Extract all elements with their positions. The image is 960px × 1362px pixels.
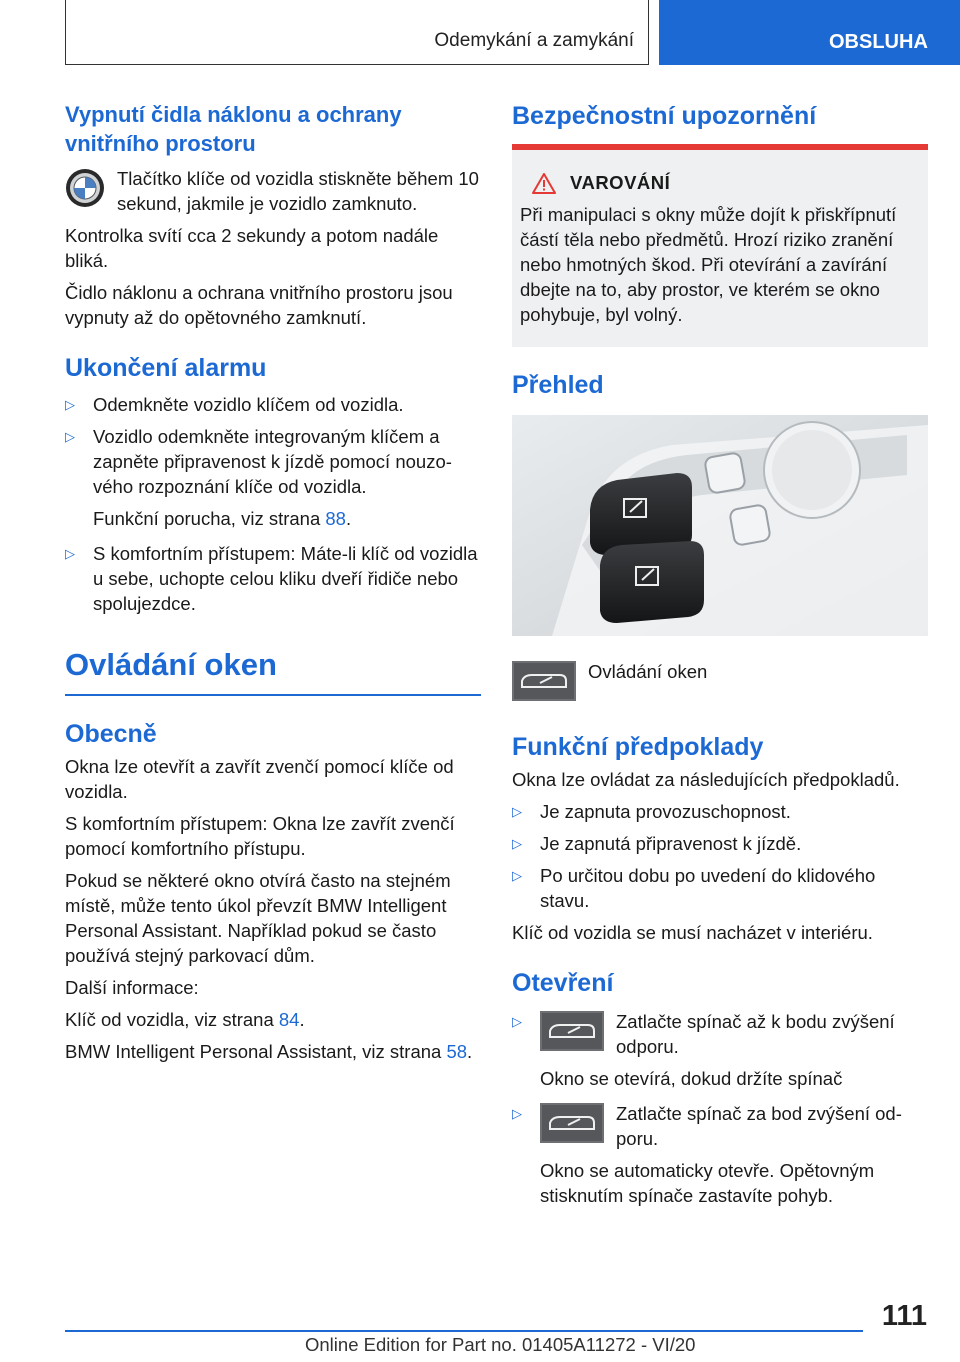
bmw-key-icon xyxy=(65,168,105,208)
warning-text: Při manipulaci s okny může dojít k přiskřípnutí částí těla nebo předmětů. Hrozí riziko zranění nebo hmotných škod. Při otevírání a zavírání dbejte na to, aby prostor, ve kterém se okno pohybuje, byl volný. xyxy=(520,204,897,325)
safety-heading: Bezpečnostní upozornění xyxy=(512,102,817,130)
tilt-paragraph-2: Čidlo náklonu a ochrana vnitřního prostoru jsou vypnuty až do opětovného zamknutí. xyxy=(65,282,453,328)
overview-heading: Přehled xyxy=(512,371,604,399)
list-item-text: Je zapnutá připravenost k jízdě. xyxy=(540,833,802,854)
list-item xyxy=(65,424,481,499)
prereq-heading: Funkční předpoklady xyxy=(512,733,764,761)
tilt-heading: Vypnutí čidla náklonu a ochrany vnitřního prostoru xyxy=(65,102,402,156)
general-paragraph-3: Pokud se některé okno otvírá často na stejném místě, může tento úkol převzít BMW Intelligent Personal Assistant. Například pokud se často používá stejný parkovací dům. xyxy=(65,870,451,966)
list-item-body xyxy=(540,1009,928,1059)
tilt-icon-block xyxy=(65,166,481,216)
warning-box xyxy=(512,144,928,347)
open-list xyxy=(512,1009,928,1208)
header-section-tab xyxy=(659,0,960,65)
general-p5-end: . xyxy=(299,1009,305,1030)
list-item-text: Zatlačte spínač za bod zvýšení odporu. xyxy=(616,1103,902,1149)
overview-caption-block xyxy=(512,659,928,701)
warning-title-row xyxy=(520,172,920,194)
list-triangle-icon: ▷ xyxy=(512,1014,522,1029)
list-item xyxy=(65,541,481,616)
warning-title: VAROVÁNÍ xyxy=(570,172,671,193)
general-p6-end: . xyxy=(467,1041,473,1062)
page-number: 111 xyxy=(881,1300,927,1332)
tilt-icon-text: Tlačítko klíče od vozidla stiskněte během 10 sekund, jakmile je vozidlo zamknuto. xyxy=(117,168,479,214)
general-paragraph-1: Okna lze otevřít a zavřít zvenčí pomocí klíče od vozidla. xyxy=(65,756,454,802)
list-item xyxy=(512,799,928,824)
header-section-label: OBSLUHA xyxy=(829,31,928,53)
open-sub-note: Okno se automaticky otevře. Opětovným stisknutím spínače zastavíte pohyb. xyxy=(540,1160,875,1206)
prereq-outro: Klíč od vozidla se musí nacházet v interiéru. xyxy=(512,922,873,943)
alarm-list xyxy=(65,392,481,616)
page-link-84[interactable]: 84 xyxy=(278,1009,300,1030)
footer-edition: Online Edition for Part no. 01405A11272 - VI/20 xyxy=(305,1334,696,1355)
general-paragraph-5 xyxy=(65,1007,481,1032)
general-paragraph-6 xyxy=(65,1039,481,1064)
alarm-sub-end: . xyxy=(345,508,352,529)
list-triangle-icon: ▷ xyxy=(65,397,75,412)
list-item-text: S komfortním přístupem: Máte-li klíč od vozidla u sebe, uchopte celou kliku dveří řidiče nebo spolujezdce. xyxy=(93,543,478,614)
prereq-list xyxy=(512,799,928,913)
windows-heading: Ovládání oken xyxy=(65,647,277,682)
list-item-text: Odemkněte vozidlo klíčem od vozidla. xyxy=(93,394,404,415)
header-chapter-box xyxy=(65,0,649,65)
tilt-paragraph-1: Kontrolka svítí cca 2 sekundy a potom nadále bliká. xyxy=(65,225,439,271)
general-paragraph-4: Další informace: xyxy=(65,977,199,998)
list-triangle-icon: ▷ xyxy=(512,868,522,883)
general-p6-text: BMW Intelligent Personal Assistant, viz strana xyxy=(65,1041,447,1062)
list-triangle-icon: ▷ xyxy=(512,1106,522,1121)
general-heading: Obecně xyxy=(65,720,157,748)
page-link-58[interactable]: 58 xyxy=(446,1041,468,1062)
window-switch-icon xyxy=(540,1011,604,1051)
alarm-sub-text: Funkční porucha, viz strana xyxy=(93,508,326,529)
window-switch-icon xyxy=(512,661,576,701)
list-item-body xyxy=(540,1101,928,1151)
footer-divider xyxy=(65,1330,863,1332)
section-divider xyxy=(65,694,481,696)
list-item-text: Vozidlo odemkněte integrovaným klíčem a zapněte připravenost k jízdě pomocí nouzového rozpoznání klíče od vozidla. xyxy=(93,426,452,497)
left-column xyxy=(65,100,481,1071)
prereq-intro: Okna lze ovládat za následujících předpokladů. xyxy=(512,769,900,790)
list-item-text: Je zapnuta provozuschopnost. xyxy=(540,801,791,822)
page-link-88[interactable]: 88 xyxy=(325,508,346,529)
list-triangle-icon: ▷ xyxy=(65,429,75,444)
overview-caption: Ovládání oken xyxy=(588,661,708,682)
list-item xyxy=(512,1009,928,1059)
alarm-sub-note xyxy=(65,506,481,531)
list-item-text: Po určitou dobu po uvedení do klidového stavu. xyxy=(540,865,876,911)
general-p5-text: Klíč od vozidla, viz strana xyxy=(65,1009,279,1030)
alarm-heading: Ukončení alarmu xyxy=(65,354,267,382)
list-triangle-icon: ▷ xyxy=(512,836,522,851)
list-item xyxy=(512,831,928,856)
open-sub-note: Okno se otevírá, dokud držíte spínač xyxy=(540,1068,843,1089)
list-item-text: Zatlačte spínač až k bodu zvýšení odporu. xyxy=(616,1011,895,1057)
list-triangle-icon: ▷ xyxy=(65,546,75,561)
window-switch-icon xyxy=(540,1103,604,1143)
warning-triangle-icon xyxy=(532,173,556,194)
list-triangle-icon: ▷ xyxy=(512,804,522,819)
list-item xyxy=(65,392,481,417)
header-chapter-title: Odemykání a zamykání xyxy=(434,30,634,51)
window-switch-photo xyxy=(512,415,928,636)
list-item xyxy=(512,863,928,913)
open-heading: Otevření xyxy=(512,969,614,997)
list-item xyxy=(512,1101,928,1151)
right-column xyxy=(512,100,928,1218)
general-paragraph-2: S komfortním přístupem: Okna lze zavřít zvenčí pomocí komfortního přístupu. xyxy=(65,813,455,859)
